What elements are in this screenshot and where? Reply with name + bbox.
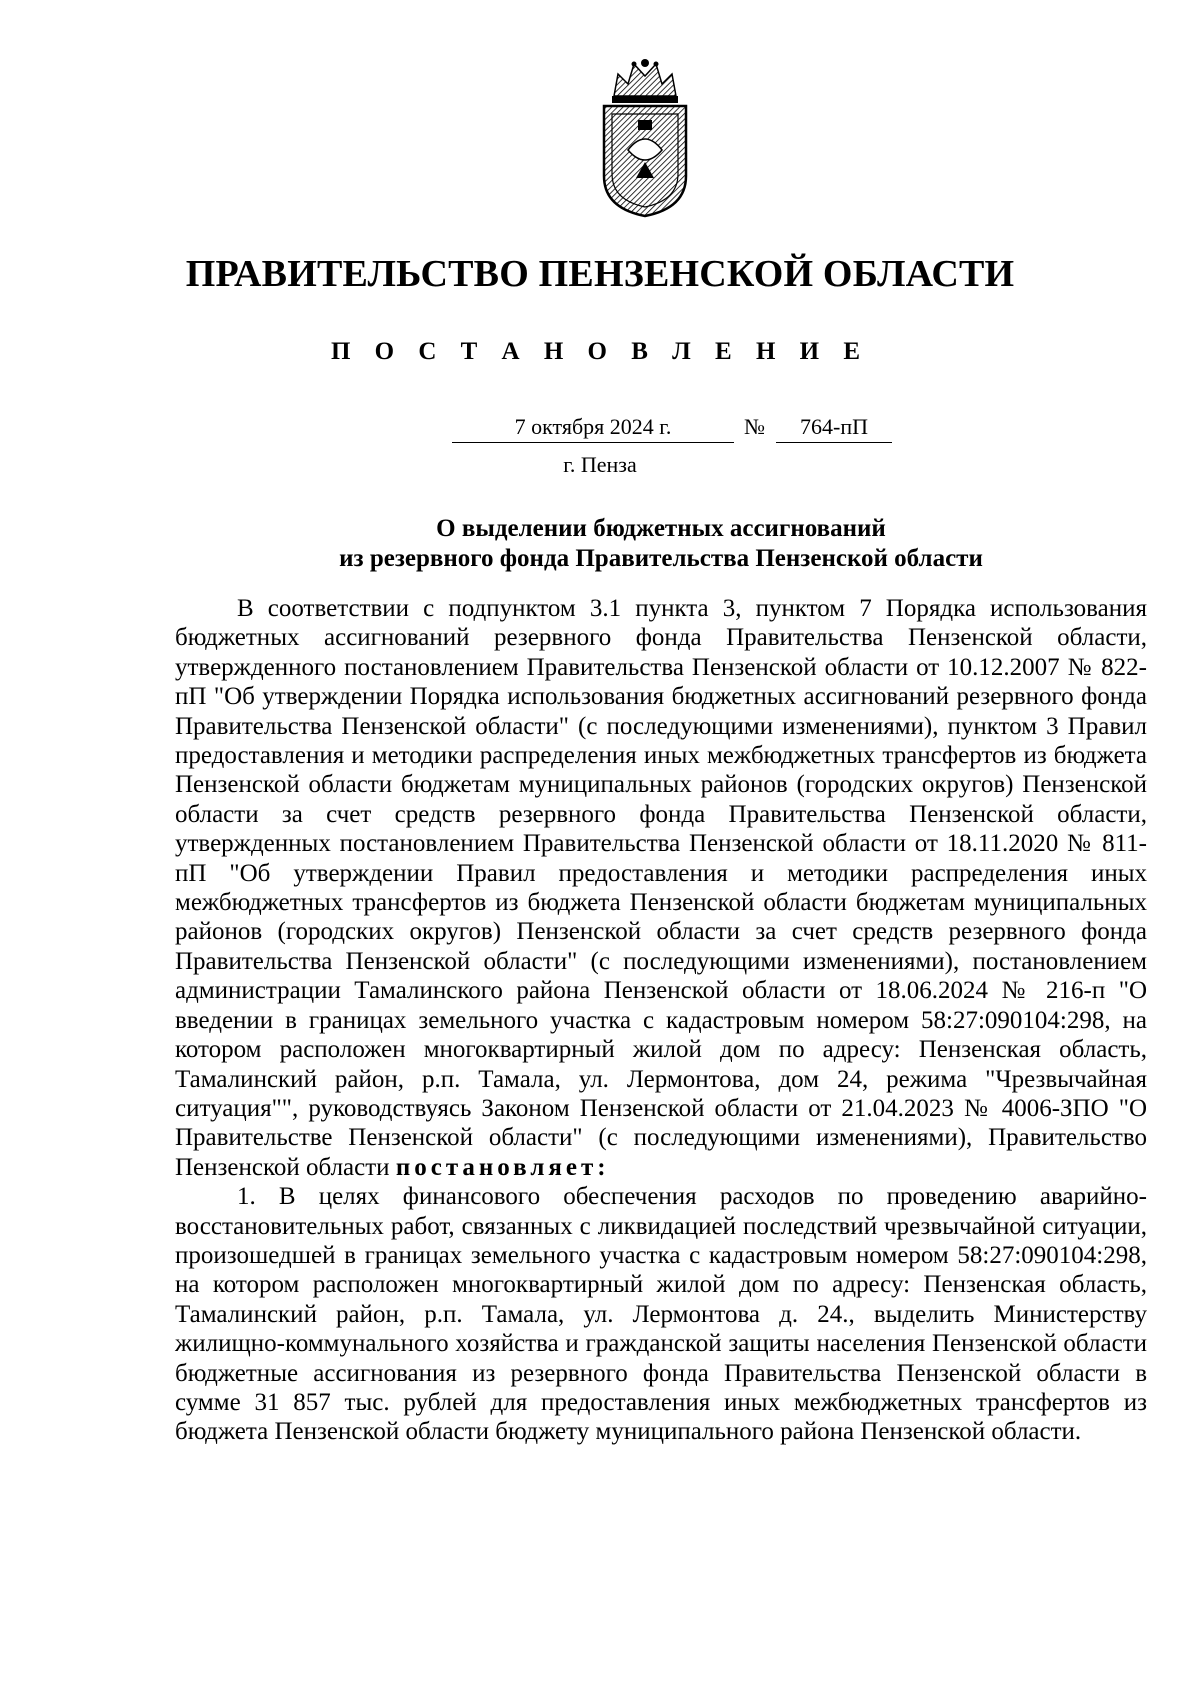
- item-1-paragraph: 1. В целях финансового обеспечения расходов по проведению аварийно-восстановительных работ, связанных с ликвидацией последствий чрезвычайной ситуации, произошедшей в границах земельного участка с кадастровым номером 58:27:090104:298, на котором расположен многоквартирный жилой дом по адресу: Пензенская область, Тамалинский район, р.п. Тамала, ул. Лермонтова д. 24., выделить Министерству жилищно-коммунального хозяйства и гражданской защиты населения Пензенской области бюджетные ассигнования из резервного фонда Правительства Пензенской области в сумме 31 857 тыс. рублей для предоставления иных межбюджетных трансфертов из бюджета Пензенской области бюджету муниципального района Пензенской области.: [175, 1183, 1147, 1446]
- resolves-colon: :: [597, 1153, 606, 1181]
- subject-line-1: О выделении бюджетных ассигнований: [436, 515, 886, 542]
- government-title: ПРАВИТЕЛЬСТВО ПЕНЗЕНСКОЙ ОБЛАСТИ: [185, 253, 1015, 295]
- number-sign: №: [744, 414, 765, 439]
- subject-line-2: из резервного фонда Правительства Пензенской области: [339, 545, 983, 572]
- document-type: П О С Т А Н О В Л Е Н И Е: [330, 338, 870, 365]
- resolves-word: постановляет: [395, 1153, 598, 1181]
- preamble-paragraph: [175, 594, 1147, 1182]
- preamble-text: В соответствии с подпунктом 3.1 пункта 3, пунктом 7 Порядка использования бюджетных ассигнований резервного фонда Правительства Пензенской области, утвержденного постановлением Правительства Пензенской области от 10.12.2007 № 822-пП "Об утверждении Порядка использования бюджетных ассигнований резервного фонда Правительства Пензенской области" (с последующими изменениями), пунктом 3 Правил предоставления и методики распределения иных межбюджетных трансфертов из бюджета Пензенской области бюджетам муниципальных районов (городских округов) Пензенской области за счет средств резервного фонда Правительства Пензенской области, утвержденных постановлением Правительства Пензенской области от 18.11.2020 № 811-пП "Об утверждении Правил предоставления и методики распределения иных межбюджетных трансфертов из бюджета Пензенской области бюджетам муниципальных районов (городских округов) Пензенской области за счет средств резервного фонда Правительства Пензенской области" (с последующими изменениями), постановлением администрации Тамалинского района Пензенской области от 18.06.2024 № 216-п "О введении в границах земельного участка с кадастровым номером 58:27:090104:298, на котором расположен многоквартирный жилой дом по адресу: Пензенская область, Тамалинский район, р.п. Тамала, ул. Лермонтова, дом 24, режима "Чрезвычайная ситуация"", руководствуясь Законом Пензенской области от 21.04.2023 № 4006-ЗПО "О Правительстве Пензенской области" (с последующими изменениями), Правительство Пензенской области: [175, 595, 1147, 1181]
- document-number: 764-пП: [776, 412, 892, 443]
- city: г. Пенза: [563, 452, 637, 477]
- document-subject: [175, 514, 1147, 574]
- document-body: [175, 594, 1147, 1447]
- penza-coat-of-arms-icon: [598, 58, 692, 220]
- document-date: 7 октября 2024 г.: [452, 412, 734, 443]
